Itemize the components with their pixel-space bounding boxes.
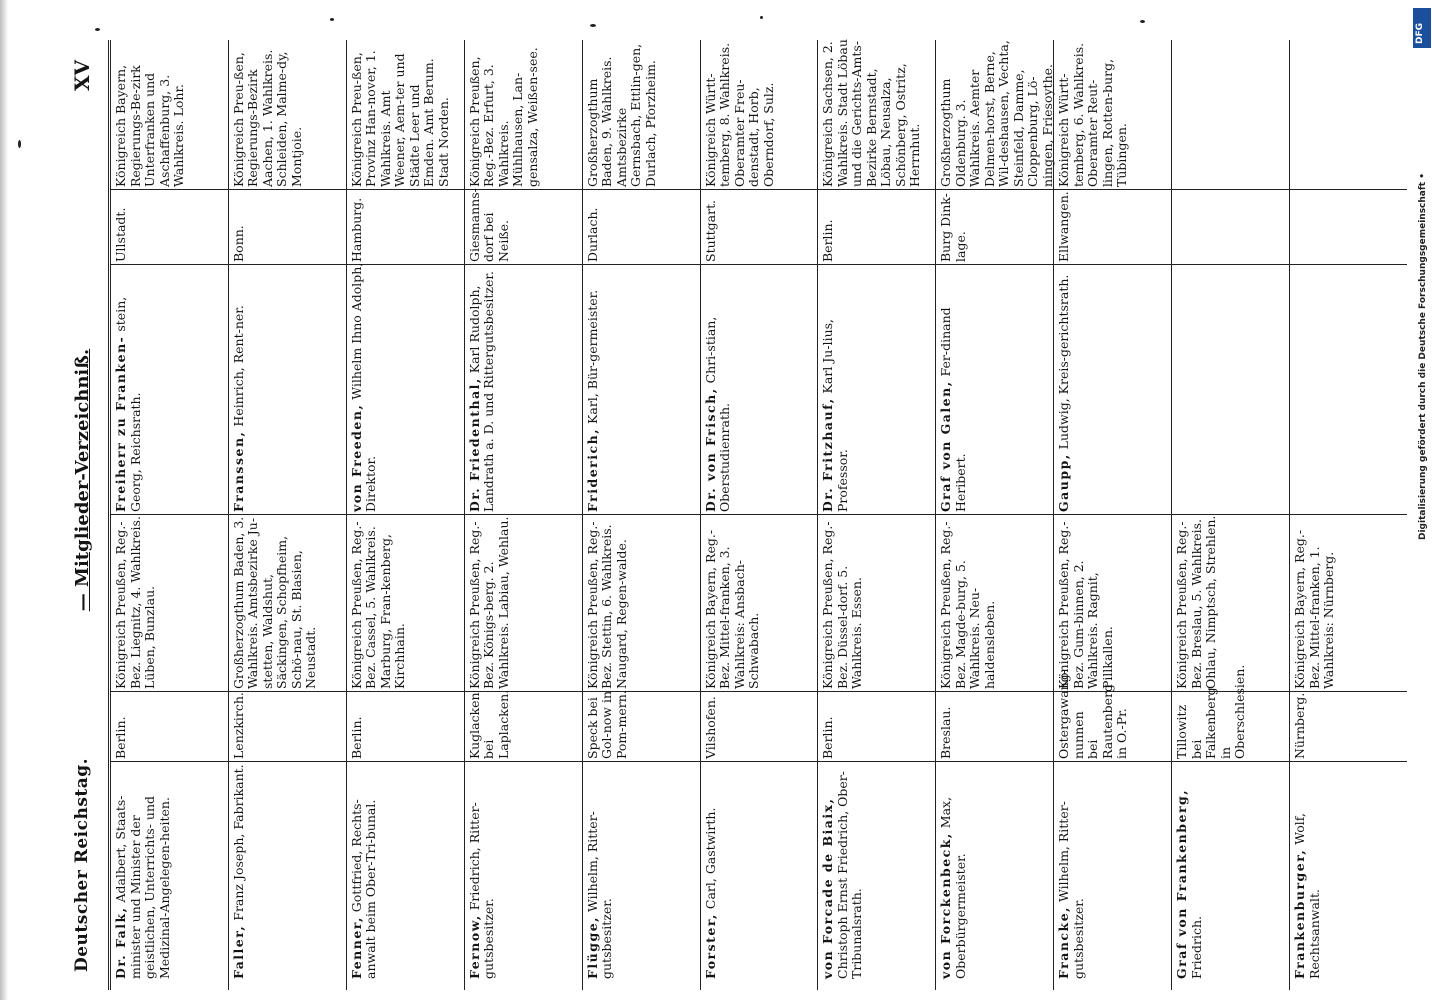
residence-cell: [1057, 184, 1170, 265]
residence-cell: [821, 686, 934, 762]
member-name: Franssen,: [230, 430, 246, 512]
scan-speck: [18, 140, 21, 148]
district-cell: [468, 511, 581, 692]
member-district: Königreich Preußen, Reg.-Bez. Magde-burg, 5. Wahlkreis. Neu-haldensleben.: [938, 521, 997, 689]
scan-speck: [590, 24, 596, 27]
header-rule: [108, 40, 109, 990]
member-residence: Hamburg.: [348, 197, 364, 262]
residence-cell: [468, 686, 581, 762]
scan-speck: [760, 16, 763, 19]
member-description: Franz Joseph, Fabrikant.: [230, 764, 246, 921]
district-cell: [938, 34, 1055, 190]
residence-cell: [586, 184, 699, 265]
member-district: Königreich Preu-ßen, Regierungs-Bezirk Aachen, 1. Wahlkreis. Schleiden, Malme-dy, Montjoie.: [230, 49, 304, 187]
residence-cell: [350, 184, 463, 265]
member-district: Großherzogthum Baden, 3. Wahlkreis. Amtsbezirke Ju-stetten, Waldshut, Säckingen, Schopfheim, Schö-nau, St. Blasien, Neustadt.: [230, 516, 319, 689]
page-header: [62, 40, 110, 990]
member-district: Königreich Preußen, Reg.-Bez. Königs-berg. 2. Wahlkreis. Labiau, Wehlau.: [466, 516, 511, 689]
member-residence: Lenzkirch.: [230, 692, 246, 759]
residence-cell: [939, 686, 1052, 762]
member-residence: Giesmanns-dorf bei Neiße.: [466, 188, 511, 262]
member-district: Königreich Sachsen, 2. Wahlkreis. Stadt Löbau und die Gerichts-Amts-Bezirke Bernstadt, Löbau, Neusalza, Schönberg, Ostritz, Herrnhut.: [820, 39, 923, 187]
member-name: Gaupp,: [1056, 453, 1072, 512]
member-residence: Speck bei Gol-now in Pom-mern.: [584, 690, 629, 759]
member-name: von Forcade de Biaix,: [820, 797, 836, 979]
table-row: [1053, 40, 1172, 990]
member-name: Freiherr zu Franken-: [113, 335, 128, 512]
member-name: Fenner,: [348, 916, 364, 979]
member-residence: Tillowitz bei Falkenberg in Oberschlesien.: [1174, 664, 1248, 759]
table-row: [464, 40, 583, 990]
member-residence: Vilshofen.: [702, 696, 718, 759]
member-name-cell: [821, 259, 934, 515]
member-name-cell: [1057, 756, 1170, 982]
header-center-title: — Mitglieder-Verzeichniß.: [72, 348, 93, 612]
member-name-cell: [468, 756, 581, 982]
member-name: von Freeden,: [348, 403, 364, 512]
residence-cell: [704, 184, 817, 265]
member-description: Chri-stian, Oberstudienrath.: [702, 316, 733, 512]
scan-speck: [1140, 20, 1145, 23]
member-description: Ludwig, Kreis-gerichtsrath.: [1056, 274, 1072, 450]
member-description: Adalbert, Staats-minister und Minister der geistlichen, Unterrichts- und Medizinal-Angelegen-heiten.: [113, 795, 172, 979]
district-cell: [350, 34, 463, 190]
member-district: Königreich Preußen, Reg.-Bez. Liegnitz, 4. Wahlkreis. Lüben, Bunzlau.: [113, 516, 157, 689]
member-district: Königreich Preußen, Reg.-Bez. Gum-binnen, 2. Wahlkreis. Ragnit, Pillkallen.: [1056, 521, 1115, 689]
member-description: Heinrich, Rent-ner.: [230, 305, 246, 427]
member-residence: Berlin.: [820, 716, 836, 759]
residence-cell: [350, 686, 463, 762]
residence-cell: [232, 184, 345, 265]
district-cell: [350, 511, 463, 692]
member-name-cell: [586, 756, 699, 982]
member-name: von Forckenbeck,: [938, 832, 954, 979]
member-description: Fer-dinand Heribert.: [938, 307, 968, 512]
member-name: Faller,: [230, 924, 246, 979]
dfg-logo: [1413, 8, 1431, 48]
district-cell: [468, 34, 581, 190]
district-cell: [704, 34, 817, 190]
residence-cell: [821, 184, 934, 265]
member-residence: Berlin.: [113, 716, 128, 759]
member-description: Wilhelm, Ritter-gutsbesitzer.: [1056, 801, 1086, 979]
district-cell: [232, 511, 345, 692]
residence-cell: [586, 686, 699, 762]
member-description: Karl, Bür-germeister.: [584, 289, 600, 424]
residence-cell: [114, 686, 227, 762]
member-name: Flügge,: [584, 916, 600, 979]
table-row: [935, 40, 1054, 990]
residence-cell: [1174, 664, 1288, 762]
member-name-cell: [704, 259, 817, 515]
member-name-cell: [821, 756, 934, 982]
district-cell: [1057, 511, 1170, 692]
member-name-cell: [468, 259, 581, 515]
member-name-cell: [114, 259, 227, 515]
member-name: Dr. Falk,: [113, 906, 128, 979]
member-name-cell: [1293, 756, 1406, 982]
member-residence: Bonn.: [230, 225, 246, 262]
member-residence: Breslau.: [938, 706, 954, 759]
header-left-title: Deutscher Reichstag.: [72, 757, 92, 972]
member-district: Königreich Bayern, Reg.-Bez. Mittel-franken, 1. Wahlkreis: Nürnberg.: [1292, 529, 1337, 689]
table-row: [582, 40, 701, 990]
member-name: Friderich,: [584, 427, 600, 512]
member-name-cell: [114, 756, 227, 982]
member-name-cell: [939, 756, 1052, 982]
member-name-cell: [586, 259, 699, 515]
member-residence: Ostergawang-nunnen bei Rautenberg in O.-Pr.: [1056, 670, 1130, 759]
member-district: Königreich Preußen, Reg.-Bez. Erfurt, 3. Wahlkreis. Mühlhausen, Lan-gensalza, Weißen-see.: [466, 47, 540, 187]
member-name: Frankenburger,: [1292, 848, 1308, 979]
member-name-cell: [350, 259, 463, 515]
member-name-cell: [350, 756, 463, 982]
member-name: Graf von Galen,: [938, 380, 954, 512]
member-residence: Durlach.: [584, 207, 600, 262]
member-district: Königreich Preußen, Reg.-Bez. Düssel-dorf. 5. Wahlkreis. Essen.: [820, 521, 865, 689]
district-cell: [821, 34, 934, 190]
member-description: Carl, Gastwirth.: [702, 807, 718, 910]
member-name-cell: [939, 259, 1052, 515]
residence-cell: [468, 184, 581, 265]
table-row: [110, 40, 229, 990]
member-residence: Berlin.: [820, 219, 836, 262]
member-description: Karl Ju-lius, Professor.: [820, 318, 850, 512]
member-name: Dr. Friedenthal,: [466, 377, 482, 512]
residence-cell: [232, 686, 345, 762]
member-description: Friedrich, Ritter-gutsbesitzer.: [466, 802, 497, 979]
member-description: Wilhelm, Ritter-gutsbesitzer.: [584, 811, 615, 979]
member-district: Königreich Preußen, Reg.-Bez. Breslau, 5. Wahlkreis. Ohlau, Nimptsch, Strehlen.: [1174, 515, 1219, 689]
district-cell: [704, 511, 817, 692]
member-residence: Ullstadt.: [113, 207, 128, 262]
rotated-document-page: [62, 40, 1412, 990]
member-district: Königreich Preu-ßen, Provinz Han-nover, 1. Wahlkreis. Amt Weener, Aem-ter und Städte Leer und Emden. Amt Berum. Stadt Norden.: [348, 50, 451, 187]
table-row: [700, 40, 819, 990]
table-row: [346, 40, 465, 990]
district-cell: [1175, 511, 1288, 692]
member-name-cell: [1057, 259, 1170, 515]
member-district: Königreich Preußen, Reg.-Bez. Cassel, 5. Wahlkreis. Marburg, Fran-kenberg, Kirchhain.: [348, 521, 408, 689]
page-number: XV: [70, 60, 94, 92]
district-cell: [939, 511, 1052, 692]
member-name: Dr. Fritzhauf,: [820, 397, 836, 512]
district-cell: [1293, 511, 1406, 692]
member-district: Königreich Württ-temberg, 6. Wahlkreis. Oberamter Reut-lingen, Rotten-burg, Tübingen.: [1056, 42, 1130, 187]
district-cell: [114, 511, 227, 692]
district-cell: [586, 511, 699, 692]
scan-edge-shadow: [0, 0, 8, 1000]
residence-cell: [1056, 670, 1170, 762]
member-name: Forster,: [702, 913, 718, 979]
member-residence: Burg Dink-lage.: [938, 193, 968, 262]
member-residence: Kuglacken bei Laplacken.: [466, 689, 511, 759]
member-description: Gottfried, Rechts-anwalt beim Ober-Tri-bunal.: [348, 799, 379, 979]
residence-cell: [704, 686, 817, 762]
member-district: Königreich Preußen, Reg.-Bez. Stettin, 6. Wahlkreis. Naugard, Regen-walde.: [584, 521, 629, 689]
member-district: Großherzogthum Oldenburg. 3. Wahlkreis. Aemter Delmen-horst, Berne, Wil-deshausen, Vechta, Steinfeld, Damme, Cloppenburg, Lö-ningen, Friesoythe.: [938, 40, 1055, 187]
district-cell: [586, 34, 699, 190]
table-row: [1289, 40, 1408, 990]
member-residence: Nürnberg.: [1292, 692, 1308, 759]
member-description: Max, Oberbürgermeister.: [938, 796, 968, 979]
residence-cell: [114, 184, 227, 265]
member-description: Christoph Ernst Friedrich, Ober-Tribunalsrath.: [834, 770, 865, 979]
member-residence: Ellwangen.: [1056, 191, 1072, 262]
member-name: Dr. von Frisch,: [702, 387, 718, 512]
scan-speck: [330, 18, 334, 21]
member-residence: Berlin.: [348, 716, 364, 759]
member-name: Graf von Frankenberg,: [1174, 788, 1190, 979]
district-cell: [1057, 34, 1170, 190]
member-name-cell: [704, 756, 817, 982]
member-description: Friedrich.: [1188, 915, 1204, 979]
district-cell: [114, 34, 227, 190]
member-description: stein, Georg, Reichsrath.: [113, 296, 143, 512]
member-description: Wolf, Rechtsanwalt.: [1292, 813, 1322, 979]
table-row: [1171, 40, 1290, 990]
member-district: Königreich Bayern, Regierungs-Be-zirk Unterfranken und Aschaffenburg, 3. Wahlkreis. Lohr.: [113, 64, 186, 187]
member-name: Fernow,: [466, 914, 482, 979]
member-district: Königreich Bayern, Reg.-Bez. Mittel-franken, 3. Wahlkreis: Ansbach-Schwabach.: [702, 529, 762, 689]
member-district: Königreich Württ-temberg, 8. Wahlkreis. Oberamter Freu-denstadt, Horb, Oberndorf, Sulz.: [702, 42, 776, 187]
residence-cell: [939, 184, 1052, 265]
member-district: Großherzogthum Baden, 9. Wahlkreis. Amtsbezirke Gernsbach, Ettlin-gen, Durlach, Pforzheim.: [584, 43, 658, 187]
district-cell: [232, 34, 345, 190]
residence-cell: [1293, 686, 1406, 762]
table-row: [228, 40, 347, 990]
member-name: Francke,: [1056, 905, 1072, 979]
member-description: Wilhelm Ihno Adolph, Direktor.: [348, 262, 379, 512]
scan-speck: [95, 28, 100, 31]
member-residence: Stuttgart.: [702, 199, 718, 262]
district-cell: [821, 511, 934, 692]
member-name-cell: [1175, 756, 1288, 982]
digitization-note-text: Digitalisierung gefördert durch die Deutsche Forschungsgemeinschaft •: [1418, 173, 1428, 540]
member-name-cell: [232, 756, 345, 982]
member-name-cell: [232, 259, 345, 515]
table-row: [817, 40, 936, 990]
member-description: Karl Rudolph, Landrath a. D. und Rittergutsbesitzer.: [466, 271, 497, 512]
dfg-logo-text: DFG: [1415, 22, 1425, 44]
